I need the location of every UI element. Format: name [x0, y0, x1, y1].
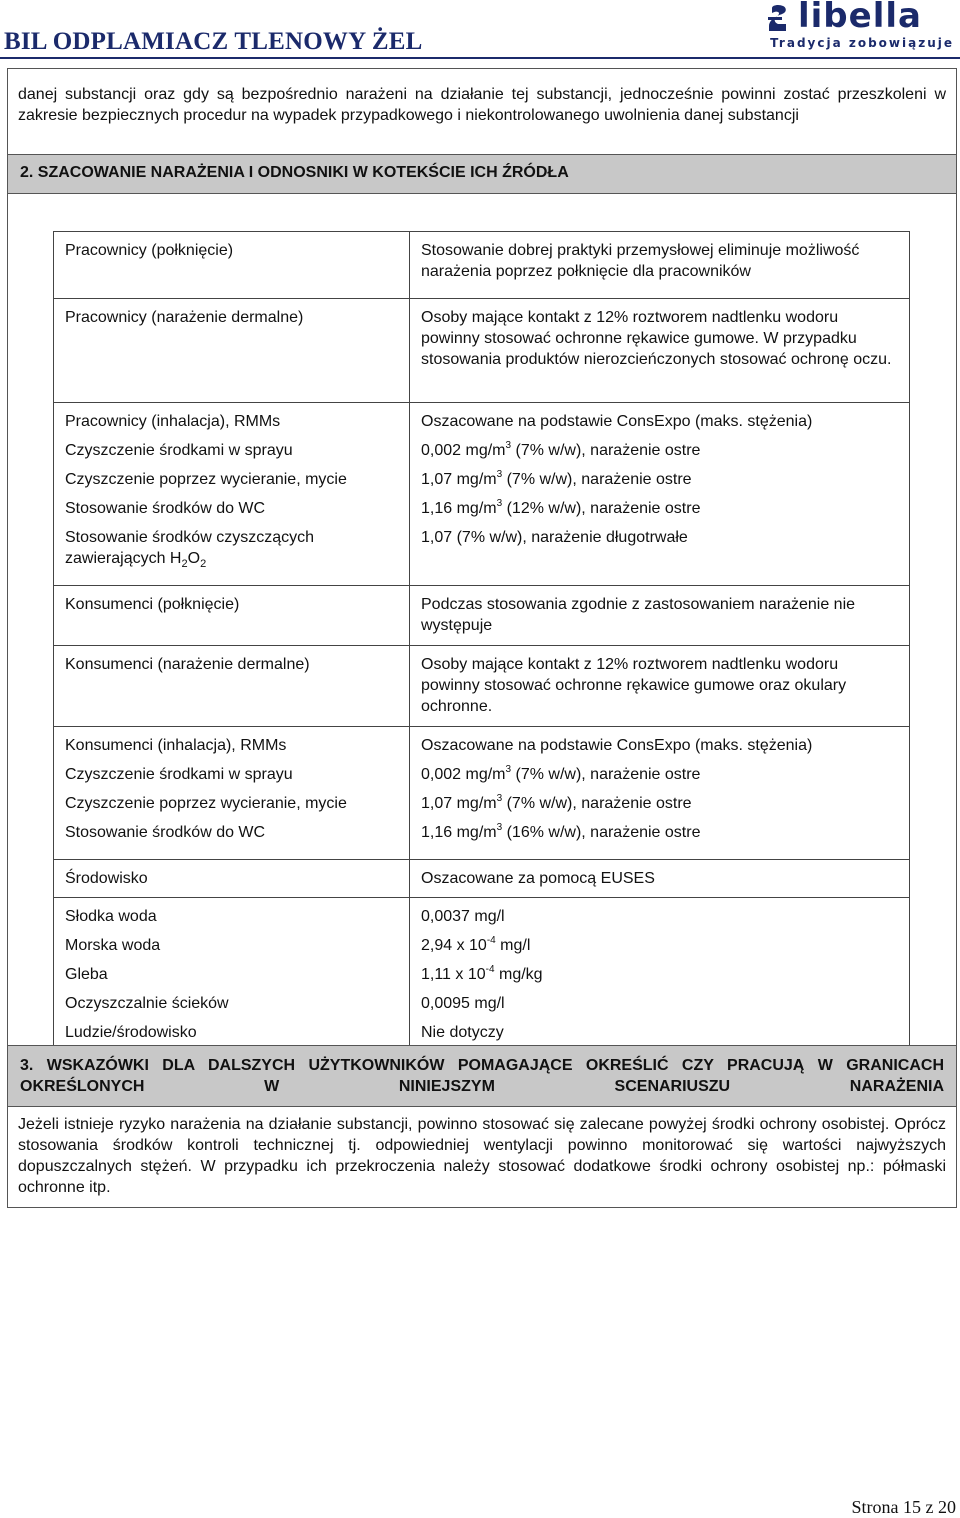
libella-logo [764, 2, 954, 50]
activity-label: Czyszczenie poprzez wycieranie, mycie [65, 471, 347, 488]
table-cell-group [54, 860, 410, 898]
value-text: 1,16 $mg/m^3$ (12% w/w), narażenie ostre [421, 497, 701, 517]
group-label: Konsumenci (połknięcie) [65, 596, 240, 613]
table-row [54, 586, 910, 646]
value-text: 1,11 x $10^{-4}$ mg/kg [421, 963, 543, 983]
table-cell-value [410, 898, 910, 1060]
value-text: Stosowanie dobrej praktyki przemysłowej eliminuje możliwość narażenia poprzez połknięcie dla pracowników [421, 242, 860, 280]
value-text: 0,0095 mg/l [421, 995, 505, 1012]
value-text: 1,07 $mg/m^3$ (7% w/w), narażenie ostre [421, 792, 692, 812]
group-label: Pracownicy (połknięcie) [65, 242, 234, 259]
table-row [54, 727, 910, 860]
value-text: Oszacowane za pomocą EUSES [421, 870, 655, 887]
header-rule [0, 57, 960, 59]
table-cell-value [410, 586, 910, 646]
compartment-label: Gleba [65, 966, 108, 983]
table-cell-value [410, 646, 910, 727]
activity-label: Stosowanie środków czyszczących zawierających $H_2O_2$ [65, 529, 314, 571]
section-2-heading: 2. SZACOWANIE NARAŻENIA I ODNOSNIKI W KOTEKŚCIE ICH ŹRÓDŁA [8, 154, 956, 194]
value-text: 0,0037 mg/l [421, 908, 505, 925]
value-text: Nie dotyczy [421, 1024, 504, 1041]
group-label: Pracownicy (inhalacja), RMMs [65, 413, 281, 430]
group-label: Pracownicy (narażenie dermalne) [65, 309, 304, 326]
compartment-label: Ludzie/środowisko [65, 1024, 197, 1041]
compartment-label: Słodka woda [65, 908, 157, 925]
table-cell-group [54, 403, 410, 586]
section-3-heading: 3. WSKAZÓWKI DLA DALSZYCH UŻYTKOWNIKÓW POMAGAJĄCE OKREŚLIĆ CZY PRACUJĄ W GRANICACH OKREŚLONYCH W NINIEJSZYM SCENARIUSZU NARAŻENIA [8, 1045, 956, 1107]
activity-label: Czyszczenie środkami w sprayu [65, 766, 293, 783]
intro-paragraph: danej substancji oraz gdy są bezpośrednio narażeni na działanie tej substancji, jednocześnie powinni zostać przeszkoleni w zakresie bezpiecznych procedur na wypadek przypadkowego i niekontrolowanego uwolnienia danej substancji [18, 86, 946, 124]
compartment-label: Morska woda [65, 937, 161, 954]
value-text: 0,002 $mg/m^3$ (7% w/w), narażenie ostre [421, 763, 701, 783]
value-text: 1,07 (7% w/w), narażenie długotrwałe [421, 529, 688, 546]
group-label: Środowisko [65, 870, 148, 887]
table-cell-group [54, 299, 410, 403]
table-row [54, 646, 910, 727]
table-cell-value [410, 860, 910, 898]
value-text: Podczas stosowania zgodnie z zastosowaniem narażenie nie występuje [421, 596, 856, 634]
table-cell-value [410, 727, 910, 860]
value-text: 2,94 x $10^{-4}$ mg/l [421, 934, 531, 954]
compartment-label: Oczyszczalnie ścieków [65, 995, 229, 1012]
table-row [54, 232, 910, 299]
activity-label: Czyszczenie środkami w sprayu [65, 442, 293, 459]
exposure-table [53, 231, 910, 1060]
table-cell-value [410, 299, 910, 403]
activity-label: Czyszczenie poprzez wycieranie, mycie [65, 795, 347, 812]
value-text: 1,07 $mg/m^3$ (7% w/w), narażenie ostre [421, 468, 692, 488]
table-cell-group [54, 727, 410, 860]
value-text: 0,002 $mg/m^3$ (7% w/w), narażenie ostre [421, 439, 701, 459]
table-row [54, 898, 910, 1060]
logo-wordmark: libella [798, 0, 922, 36]
group-label: Konsumenci (inhalacja), RMMs [65, 737, 287, 754]
table-cell-group [54, 232, 410, 299]
value-text: 1,16 $mg/m^3$ (16% w/w), narażenie ostre [421, 821, 701, 841]
value-text: Oszacowane na podstawie ConsExpo (maks. stężenia) [421, 413, 813, 430]
libella-mark-icon [766, 4, 792, 34]
table-cell-group [54, 646, 410, 727]
table-cell-group [54, 898, 410, 1060]
table-row [54, 860, 910, 898]
table-row [54, 403, 910, 586]
value-text: Oszacowane na podstawie ConsExpo (maks. stężenia) [421, 737, 813, 754]
activity-label: Stosowanie środków do WC [65, 824, 266, 841]
value-text: Osoby mające kontakt z 12% roztworem nadtlenku wodoru powinny stosować ochronne rękawice gumowe. W przypadku stosowania produktów nierozcieńczonych stosować ochronę oczu. [421, 309, 892, 368]
table-cell-value [410, 232, 910, 299]
logo-tagline: Tradycja zobowiązuje [770, 36, 954, 50]
closing-paragraph: Jeżeli istnieje ryzyko narażenia na działanie substancji, powinno stosować się zalecane powyżej środki ochrony osobistej. Oprócz stosowania środków kontroli technicznej tj. odpowiedniej wentylacji powinno monitorować się wartości najwyższych dopuszczalnych stężeń. W przypadku ich przekroczenia należy stosować dodatkowe środki ochrony osobistej np.: półmaski ochronne itp. [18, 1116, 946, 1196]
table-row [54, 299, 910, 403]
page-number: Strona 15 z 20 [851, 1497, 956, 1517]
activity-label: Stosowanie środków do WC [65, 500, 266, 517]
group-label: Konsumenci (narażenie dermalne) [65, 656, 310, 673]
table-cell-group [54, 586, 410, 646]
document-header [0, 0, 960, 62]
document-title: BIL ODPLAMIACZ TLENOWY ŻEL [4, 28, 423, 55]
table-cell-value [410, 403, 910, 586]
value-text: Osoby mające kontakt z 12% roztworem nadtlenku wodoru powinny stosować ochronne rękawice gumowe oraz okulary ochronne. [421, 656, 847, 715]
